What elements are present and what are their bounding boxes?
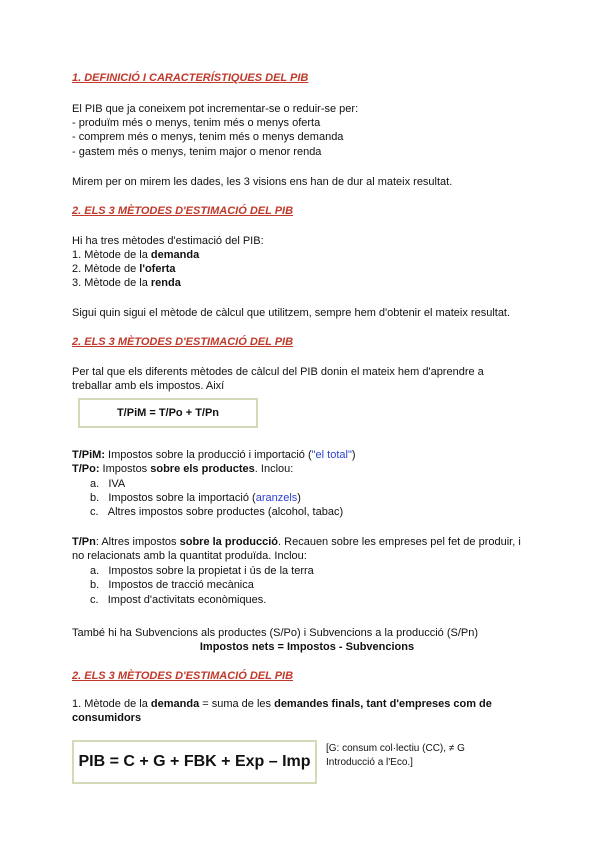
list-item: c. Altres impostos sobre productes (alcohol, tabac) (90, 506, 344, 518)
paragraph: no relacionats amb la quantitat produïda. Inclou: (72, 550, 307, 562)
note: [G: consum col·lectiu (CC), ≠ G (326, 743, 465, 754)
section-heading-methods: 2. ELS 3 MÈTODES D'ESTIMACIÓ DEL PIB (72, 205, 294, 217)
section-heading-taxes: 2. ELS 3 MÈTODES D'ESTIMACIÓ DEL PIB (72, 336, 294, 348)
list-item: c. Impost d'activitats econòmiques. (90, 594, 267, 606)
paragraph: treballar amb els impostos. Així (72, 380, 225, 392)
paragraph: Sigui quin sigui el mètode de càlcul que utilitzem, sempre hem d'obtenir el mateix resultat. (72, 307, 511, 319)
paragraph: També hi ha Subvencions als productes (S/Po) i Subvencions a la producció (S/Pn) (72, 627, 478, 639)
list-item: - produïm més o menys, tenim més o menys oferta (72, 117, 321, 129)
net-taxes-formula: Impostos nets = Impostos - Subvencions (199, 641, 415, 653)
section-heading-demand: 2. ELS 3 MÈTODES D'ESTIMACIÓ DEL PIB (72, 670, 294, 682)
list-item: b. Impostos sobre la importació (aranzels) (90, 492, 301, 504)
definition-tpo: T/Po: Impostos sobre els productes. Inclou: (72, 463, 294, 475)
paragraph: consumidors (72, 712, 142, 724)
definition-tpn: T/Pn: Altres impostos sobre la producció. Recauen sobre les empreses pel fet de produir, i (72, 536, 521, 548)
list-item: b. Impostos de tracció mecànica (90, 579, 254, 591)
paragraph: Per tal que els diferents mètodes de càlcul del PIB donin el mateix hem d'aprendre a (72, 366, 484, 378)
paragraph: El PIB que ja coneixem pot incrementar-se o reduir-se per: (72, 103, 359, 115)
list-item: - gastem més o menys, tenim major o menor renda (72, 146, 322, 158)
section-heading-definition: 1. DEFINICIÓ I CARACTERÍSTIQUES DEL PIB (72, 72, 309, 84)
gdp-formula-box: PIB = C + G + FBK + Exp – Imp (72, 740, 317, 784)
paragraph: Mirem per on mirem les dades, les 3 visions ens han de dur al mateix resultat. (72, 176, 453, 188)
list-item: - comprem més o menys, tenim més o menys demanda (72, 131, 344, 143)
list-item: a. Impostos sobre la propietat i ús de la terra (90, 565, 314, 577)
list-item: 3. Mètode de la renda (72, 277, 181, 289)
note: Introducció a l'Eco.] (326, 757, 413, 768)
tax-formula-box: T/PiM = T/Po + T/Pn (78, 398, 258, 428)
definition-tpim: T/PiM: Impostos sobre la producció i importació ("el total") (72, 449, 356, 461)
list-item: 2. Mètode de l'oferta (72, 263, 176, 275)
paragraph: 1. Mètode de la demanda = suma de les demandes finals, tant d'empreses com de (72, 698, 492, 710)
paragraph: Hi ha tres mètodes d'estimació del PIB: (72, 235, 264, 247)
list-item: a. IVA (90, 478, 126, 490)
list-item: 1. Mètode de la demanda (72, 249, 200, 261)
